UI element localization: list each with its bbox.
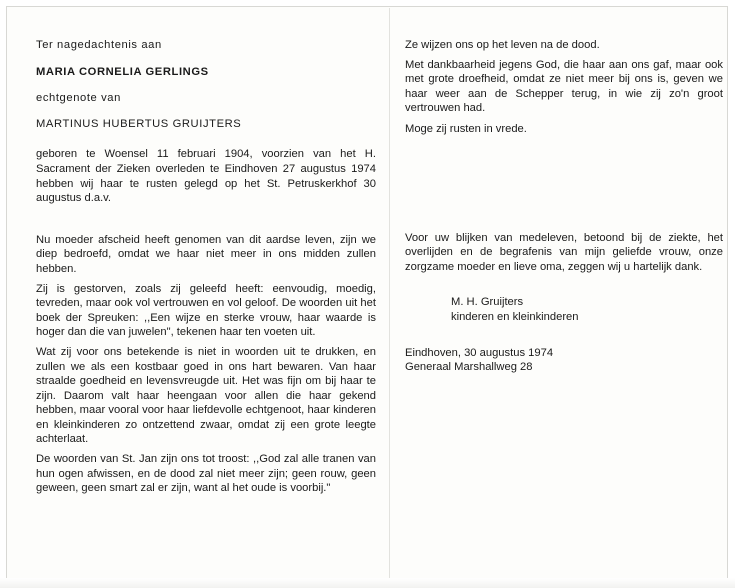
paragraph-gratitude: Met dankbaarheid jegens God, die haar aan ons gaf, maar ook met grote droefheid, omdat ze niet meer bij ons is, geven we haar weer aan de Schepper terug, in wie zij zo'n groot vertrouwen had.	[405, 58, 723, 115]
paragraph-scripture: De woorden van St. Jan zijn ons tot troost: ,,God zal alle tranen van hun ogen afwissen, en de dood zal niet meer zijn; geen rouw, geen geween, geen smart zal er zijn, want al het oude is voorbij."	[36, 453, 376, 495]
spouse-label: echtgenote van	[36, 92, 121, 105]
paragraph-farewell: Nu moeder afscheid heeft genomen van dit aardse leven, zijn we diep bedroefd, omdat we haar niet meer in ons midden zullen hebben.	[36, 233, 376, 275]
paragraph-life-after-death: Ze wijzen ons op het leven na de dood.	[405, 39, 600, 51]
thanks-text: Voor uw blijken van medeleven, betoond bij de ziekte, het overlijden en de begrafenis van mijn geliefde vrouw, onze zorgzame moeder en lieve oma, zeggen wij u hartelijk dank.	[405, 231, 723, 273]
paragraph-character: Zij is gestorven, zoals zij geleefd heeft: eenvoudig, moedig, tevreden, maar ook vol vertrouwen en vol geloof. De woorden uit het boek der Spreuken: ,,Een wijze en sterke vrouw, haar waarde is hoger dan die van juwelen", tekenen haar ten voeten uit.	[36, 282, 376, 339]
spouse-name: MARTINUS HUBERTUS GRUIJTERS	[36, 117, 242, 130]
place-date: Eindhoven, 30 augustus 1974	[405, 346, 554, 359]
paragraph-rest-in-peace: Moge zij rusten in vrede.	[405, 122, 527, 135]
paragraph-meaning: Wat zij voor ons betekende is niet in woorden uit te drukken, en zullen we als een kostbaar goed in ons hart bewaren. Van haar straalde goedheid en levensvreugde uit. Het was fijn om bij haar te zijn. Daarom valt haar heengaan voor allen die haar gekend hebben, maar vooral voor haar liefdevolle echtgenoot, haar kinderen en kleinkinderen zo ontzettend zwaar, omdat zij een grote leegte achterlaat.	[36, 345, 376, 446]
right-page	[405, 38, 723, 375]
fold-line	[389, 8, 390, 580]
left-page	[36, 38, 376, 501]
intro-line: Ter nagedachtenis aan	[36, 39, 162, 51]
bottom-edge	[0, 578, 735, 588]
address: Generaal Marshallweg 28	[405, 361, 533, 374]
signature-name: M. H. Gruijters	[451, 296, 524, 309]
signature-family: kinderen en kleinkinderen	[451, 310, 579, 323]
deceased-name: MARIA CORNELIA GERLINGS	[36, 65, 209, 78]
biography-text: geboren te Woensel 11 februari 1904, voorzien van het H. Sacrament der Zieken overleden te Eindhoven 27 augustus 1974 hebben wij haar te rusten gelegd op het St. Petruskerkhof 30 augustus d.a.v.	[36, 148, 376, 205]
